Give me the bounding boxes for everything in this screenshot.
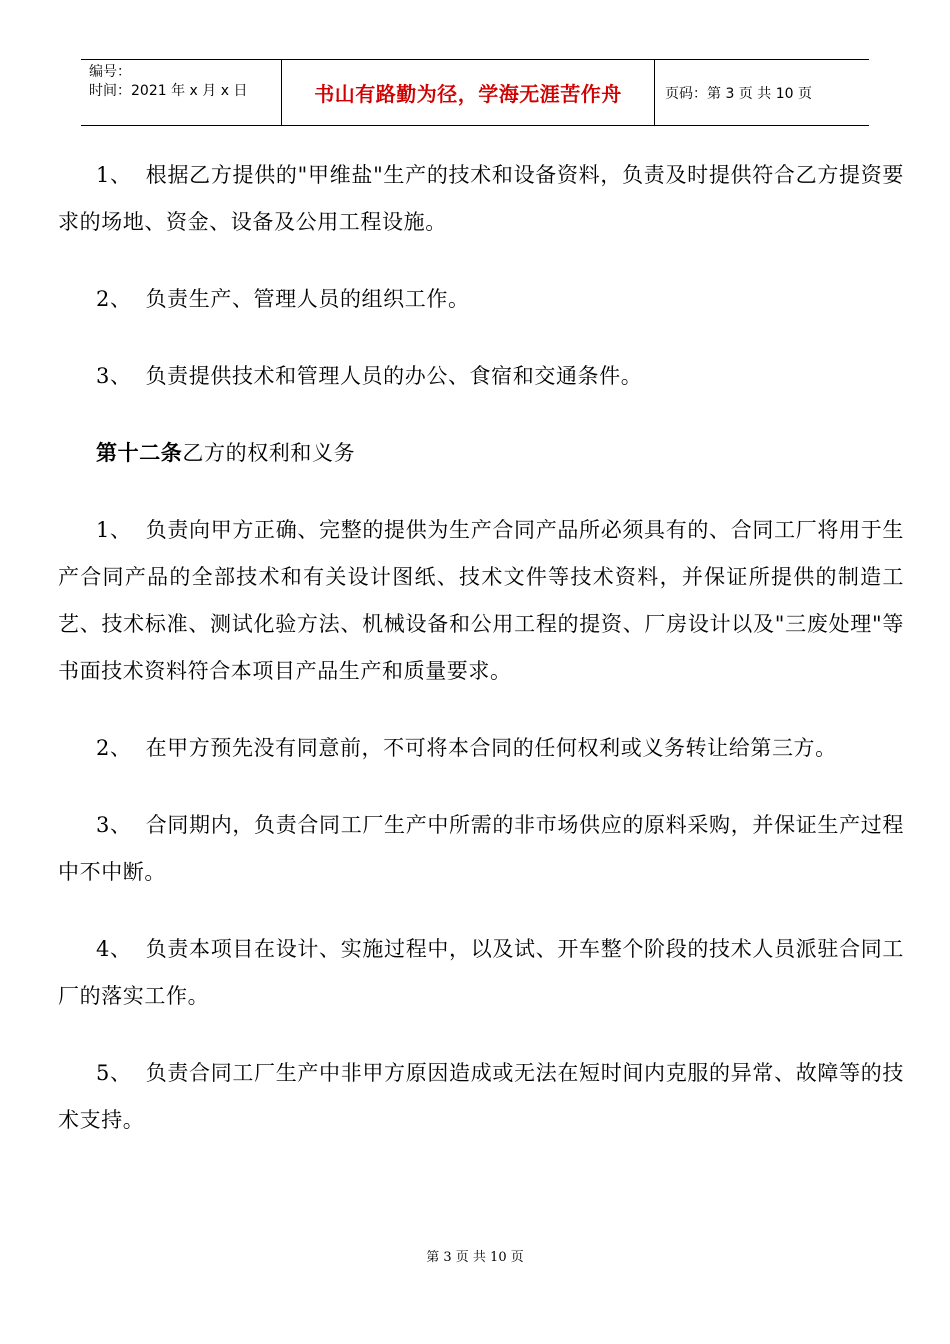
motto-text: 书山有路勤为径，学海无涯苦作舟 (314, 82, 622, 106)
article-title: 乙方的权利和义务 (182, 441, 356, 465)
item-text: 负责合同工厂生产中非甲方原因造成或无法在短时间内克服的异常、故障等的技术支持。 (58, 1061, 905, 1132)
page-footer (0, 1246, 950, 1265)
serial-label: 编号： (89, 64, 131, 80)
item-number: 3、 (96, 813, 132, 837)
footer-page-number: 第 3 页 共 10 页 (426, 1250, 524, 1265)
header-meta (81, 60, 281, 125)
list-item (58, 926, 904, 1020)
list-item (58, 1050, 904, 1144)
header-table (81, 59, 869, 126)
list-item (58, 152, 904, 246)
item-text: 负责提供技术和管理人员的办公、食宿和交通条件。 (145, 364, 643, 388)
item-number: 2、 (96, 287, 132, 311)
item-text: 负责向甲方正确、完整的提供为生产合同产品所必须具有的、合同工厂将用于生产合同产品的全部技术和有关设计图纸、技术文件等技术资料，并保证所提供的制造工艺、技术标准、测试化验方法、机械设备和公用工程的提资、厂房设计以及"三废处理"等书面技术资料符合本项目产品生产和质量要求。 (58, 518, 905, 683)
section-heading (58, 430, 904, 477)
list-item (58, 276, 904, 323)
item-text: 在甲方预先没有同意前，不可将本合同的任何权利或义务转让给第三方。 (145, 736, 837, 760)
item-number: 1、 (96, 518, 132, 542)
list-item (58, 507, 904, 695)
item-number: 5、 (96, 1061, 132, 1085)
item-text: 负责本项目在设计、实施过程中，以及试、开车整个阶段的技术人员派驻合同工厂的落实工作。 (58, 937, 905, 1008)
time-label: 时间：2021 年 x 月 x 日 (89, 83, 248, 99)
item-number: 2、 (96, 736, 132, 760)
item-text: 根据乙方提供的"甲维盐"生产的技术和设备资料，负责及时提供符合乙方提资要求的场地、资金、设备及公用工程设施。 (58, 163, 905, 234)
list-item (58, 725, 904, 772)
header-page (655, 60, 869, 125)
item-number: 3、 (96, 364, 132, 388)
item-text: 负责生产、管理人员的组织工作。 (145, 287, 470, 311)
list-item (58, 353, 904, 400)
list-item (58, 802, 904, 896)
item-number: 4、 (96, 937, 132, 961)
document-body (58, 152, 904, 1174)
item-text: 合同期内，负责合同工厂生产中所需的非市场供应的原料采购，并保证生产过程中不中断。 (58, 813, 905, 884)
header-motto (281, 60, 655, 125)
item-number: 1、 (96, 163, 132, 187)
article-number: 第十二条 (96, 441, 183, 465)
page-label: 页码：第 3 页 共 10 页 (665, 85, 812, 102)
